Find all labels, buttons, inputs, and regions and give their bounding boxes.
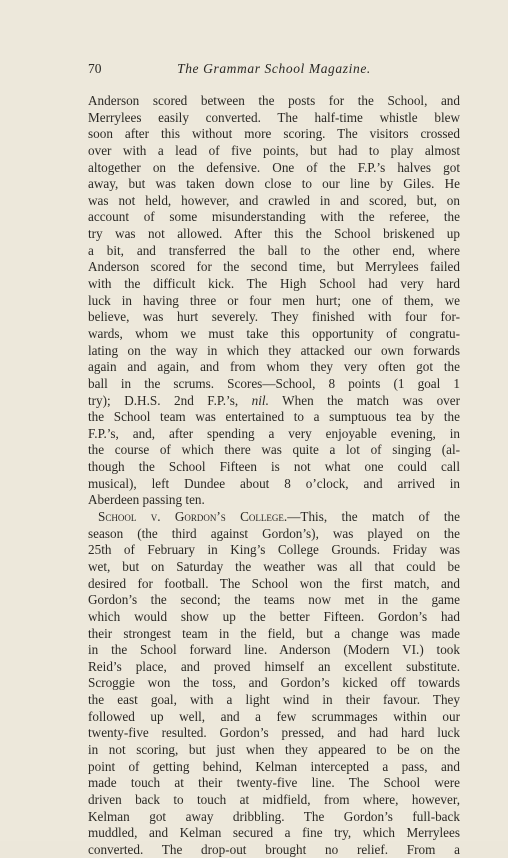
text-line: was not held, however, and crawled in and scored, but, on bbox=[88, 192, 460, 208]
text-line: account of some misunderstanding with the referee, the bbox=[88, 209, 460, 225]
text-line: made touch at their twenty-five line. The School were bbox=[88, 775, 460, 791]
text-line: wards, whom we must take this opportunity of congratu- bbox=[88, 325, 460, 341]
text-line: followed up well, and a few scrummages within our bbox=[88, 708, 460, 724]
text-line: soon after this without more scoring. The visitors crossed bbox=[88, 126, 460, 142]
text-line: try was not allowed. After this the School briskened up bbox=[88, 226, 460, 242]
text-line: luck in having three or four men hurt; one of them, we bbox=[88, 292, 460, 308]
text-line: point of getting behind, Kelman intercepted a pass, and bbox=[88, 758, 460, 774]
text-line: desired for football. The School won the first match, and bbox=[88, 575, 460, 591]
text-line: though the School Fifteen is not what one could call bbox=[88, 459, 460, 475]
text-line: over with a lead of five points, but had to play almost bbox=[88, 142, 460, 158]
section-heading-tail: —This, the match of the bbox=[287, 509, 461, 525]
text-line: Gordon’s the second; the teams now met in the game bbox=[88, 592, 460, 608]
journal-title: The Grammar School Magazine. bbox=[177, 61, 371, 76]
text-line: believe, was hurt severely. They finished with four for- bbox=[88, 309, 460, 325]
text-line: converted. The drop-out brought no relief. From a bbox=[88, 841, 460, 857]
text-line: Anderson scored for the second time, but Merrylees failed bbox=[88, 259, 460, 275]
text-line: Reid’s place, and proved himself an excellent substitute. bbox=[88, 658, 460, 674]
text-line: muddled, and Kelman secured a fine try, which Merrylees bbox=[88, 825, 460, 841]
text-line: Aberdeen passing ten. bbox=[88, 492, 205, 508]
text-line: in the School forward line. Anderson (Modern VI.) took bbox=[88, 642, 460, 658]
text-line: Merrylees easily converted. The half-time whistle blew bbox=[88, 109, 460, 125]
text-line: F.P.’s, and, after spending a very enjoyable evening, in bbox=[88, 425, 460, 441]
nil-word: nil. bbox=[251, 392, 269, 408]
section-heading-line bbox=[88, 509, 460, 526]
text-line: in not scoring, but just when they appeared to be on the bbox=[88, 741, 460, 757]
text-line: Kelman got away dribbling. The Gordon’s full-back bbox=[88, 808, 460, 824]
score-tail: When the match was over bbox=[268, 392, 461, 408]
text-line: 25th of February in King’s College Grounds. Friday was bbox=[88, 542, 460, 558]
page-number: 70 bbox=[88, 61, 102, 76]
text-line: ball in the scrums. Scores—School, 8 points (1 goal 1 bbox=[88, 375, 460, 391]
text-line: driven back to touch at midfield, from where, however, bbox=[88, 791, 460, 807]
text-line: away, but was taken down close to our line by Giles. He bbox=[88, 176, 460, 192]
text-line-score bbox=[88, 393, 460, 410]
text-line: again and again, and from whom they very often got the bbox=[88, 359, 460, 375]
text-line: with the difficult kick. The High School had very hard bbox=[88, 276, 460, 292]
text-line: the course of which there was quite a lot of singing (al- bbox=[88, 442, 460, 458]
text-line: which would show up the better Fifteen. Gordon’s had bbox=[88, 608, 460, 624]
text-line: a bit, and transferred the ball to the other end, where bbox=[88, 242, 460, 258]
text-line: twenty-five resulted. Gordon’s pressed, and had hard luck bbox=[88, 725, 460, 741]
text-line: the School team was entertained to a sumptuous tea by the bbox=[88, 409, 460, 425]
text-line: altogether on the defensive. One of the F.P.’s halves got bbox=[88, 159, 460, 175]
section-heading: School v. Gordon’s College. bbox=[98, 509, 288, 525]
text-line: Scroggie won the toss, and Gordon’s kicked off towards bbox=[88, 675, 460, 691]
text-line: their strongest team in the field, but a change was made bbox=[88, 625, 460, 641]
article-body bbox=[88, 93, 460, 858]
text-line: lating on the way in which they attacked our own forwards bbox=[88, 342, 460, 358]
text-line: season (the third against Gordon’s), was played on the bbox=[88, 525, 460, 541]
text-line: wet, but on Saturday the weather was all that could be bbox=[88, 558, 460, 574]
text-line: musical), left Dundee about 8 o’clock, and arrived in bbox=[88, 475, 460, 491]
running-head bbox=[88, 60, 460, 78]
text-line: Anderson scored between the posts for the School, and bbox=[88, 93, 460, 108]
text-line: the east goal, with a light wind in their favour. They bbox=[88, 692, 460, 708]
score-text: try); D.H.S. 2nd F.P.’s, bbox=[88, 392, 252, 408]
